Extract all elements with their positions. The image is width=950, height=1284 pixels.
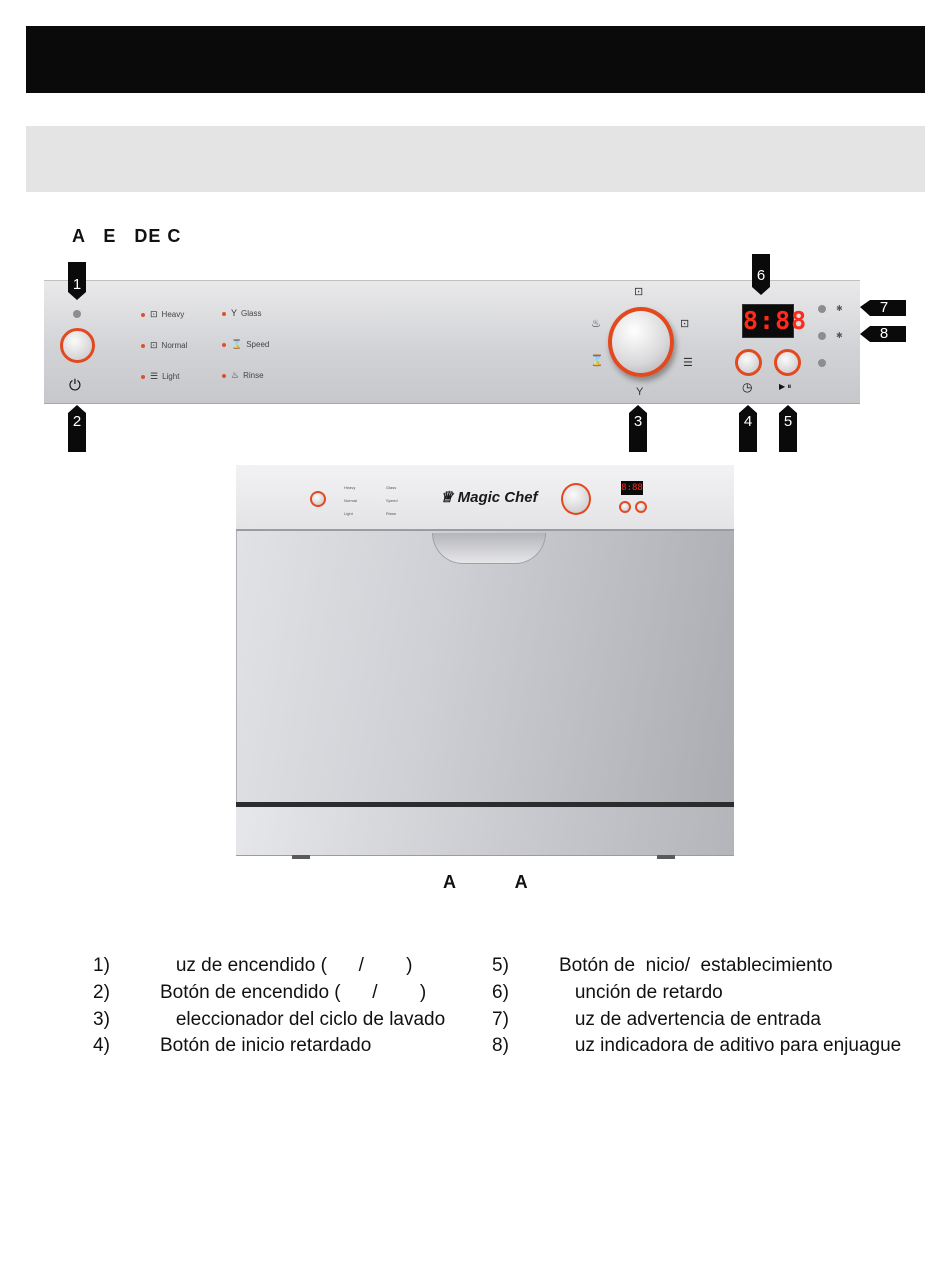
dishwasher-foot — [292, 855, 310, 859]
program-label: Normal — [161, 341, 188, 350]
callout-label-6: 6 — [756, 267, 766, 284]
mini-program: Speed — [386, 498, 398, 503]
legend-text: uz de encendido ( / ) — [160, 955, 413, 976]
legend-num: 3) — [93, 1009, 110, 1030]
rinse-aid-icon: ✱ — [836, 331, 843, 340]
callout-label-2: 2 — [72, 413, 82, 430]
pot-icon: ⊡ — [634, 286, 644, 298]
program-label: Light — [162, 372, 180, 381]
legend-text: eleccionador del ciclo de lavado — [160, 1009, 446, 1030]
program-label: Speed — [246, 340, 270, 349]
mini-dial — [561, 483, 591, 515]
mini-delay-button — [619, 501, 631, 513]
delay-display: 8:88 — [742, 304, 794, 338]
figure-caption: A A — [443, 872, 528, 892]
brand-name: Magic Chef — [457, 489, 538, 506]
start-pause-icon: ▶ ⏸ — [779, 382, 792, 391]
brand-logo — [440, 488, 538, 506]
section-heading: A E DE C — [72, 226, 182, 246]
legend-num: 2) — [93, 982, 110, 1003]
rinse-icon: ♨ — [231, 370, 240, 380]
program-label: Rinse — [243, 371, 264, 380]
clock-icon: ◷ — [742, 380, 753, 394]
glass-icon: Y — [231, 308, 238, 318]
pan-icon: ⊡ — [680, 318, 690, 330]
callout-label-4: 4 — [743, 413, 753, 430]
program-label: Heavy — [161, 310, 185, 319]
legend-num: 5) — [492, 955, 509, 976]
callout-label-5: 5 — [783, 413, 793, 430]
legend-text: uz indicadora de aditivo para enjuague — [559, 1035, 902, 1056]
mini-program: Glass — [386, 485, 397, 490]
faucet-icon: ✱ — [836, 304, 843, 313]
program-label: Glass — [241, 309, 262, 318]
mini-program: Heavy — [344, 485, 356, 490]
mini-program: Light — [344, 511, 353, 516]
legend-text: Botón de nicio/ establecimiento — [559, 955, 833, 976]
mini-power-button — [310, 491, 326, 507]
chef-hat-icon: ♕ — [440, 489, 454, 506]
callout-label-7: 7 — [879, 299, 889, 316]
legend-num: 6) — [492, 982, 509, 1003]
pan-icon: ⊡ — [150, 340, 158, 350]
legend-text: uz de advertencia de entrada — [559, 1009, 821, 1030]
speed-icon: ⌛ — [590, 355, 604, 367]
dishwasher-handle — [432, 533, 546, 564]
dishwasher-kickplate — [236, 807, 734, 856]
callout-label-8: 8 — [879, 325, 889, 342]
mini-program: Normal — [344, 498, 357, 503]
legend-num: 8) — [492, 1035, 509, 1056]
mini-display: 8:88 — [621, 483, 643, 493]
power-icon: ⏻ — [69, 377, 81, 394]
callout-label-1: 1 — [72, 276, 82, 293]
callout-label-3: 3 — [633, 413, 643, 430]
plates-icon: ☰ — [683, 357, 693, 369]
speed-icon: ⌛ — [231, 339, 243, 349]
callout-layer — [0, 0, 950, 460]
dishwasher-foot — [657, 855, 675, 859]
legend-text: Botón de encendido ( / ) — [160, 982, 427, 1003]
plates-icon: ☰ — [150, 371, 159, 381]
rinse-icon: ♨ — [591, 318, 601, 330]
legend-num: 7) — [492, 1009, 509, 1030]
legend-text: unción de retardo — [559, 982, 723, 1003]
legend-num: 4) — [93, 1035, 110, 1056]
pot-icon: ⊡ — [150, 309, 158, 319]
mini-start-button — [635, 501, 647, 513]
mini-program: Rinse — [386, 511, 397, 516]
glass-icon: Y — [636, 386, 644, 398]
legend-text: Botón de inicio retardado — [160, 1035, 372, 1056]
legend-num: 1) — [93, 955, 110, 976]
